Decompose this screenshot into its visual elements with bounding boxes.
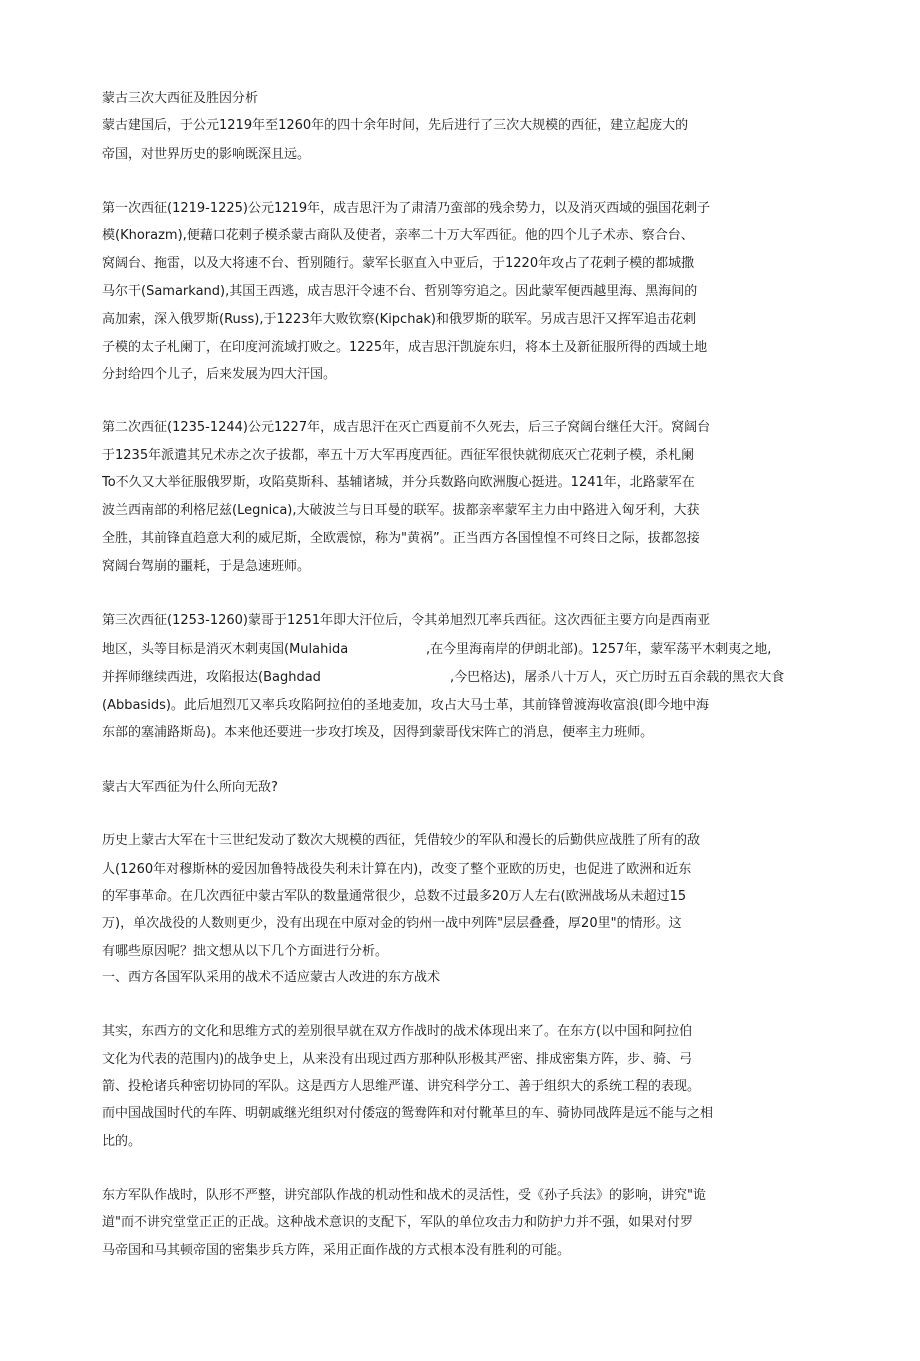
analysis-line-1: 历史上蒙古大军在十三世纪发动了数次大规模的西征，凭借较少的军队和漫长的后勤供应战胜了所有的敌 [102, 833, 701, 848]
analysis-line-4: 万)，单次战役的人数则更少，没有出现在中原对金的钧州一战中列阵"层层叠叠，厚20里"的情形。这 [102, 916, 682, 931]
section1-p2-line-3: 马帝国和马其顿帝国的密集步兵方阵，采用正面作战的方式根本没有胜利的可能。 [102, 1243, 571, 1258]
campaign3-line-2a: 地区，头等目标是消灭木剌夷国(Mulahida [102, 642, 349, 657]
campaign1-line-2: 模(Khorazm),便藉口花剌子模杀蒙古商队及使者，亲率二十万大军西征。他的四个儿子术赤、察合台、 [102, 228, 694, 243]
campaign3-line-1: 第三次西征(1253-1260)蒙哥于1251年即大汗位后，令其弟旭烈兀率兵西征。这次西征主要方向是西南亚 [102, 613, 711, 628]
section1-p1-line-3: 箭、投枪诸兵种密切协同的军队。这是西方人思维严谨、讲究科学分工、善于组织大的系统工程的表现。 [102, 1079, 701, 1094]
campaign3-line-5: 东部的塞浦路斯岛)。本来他还要进一步攻打埃及，因得到蒙哥伐宋阵亡的消息，便率主力班师。 [102, 725, 654, 740]
campaign1-line-1: 第一次西征(1219-1225)公元1219年，成吉思汗为了肃清乃蛮部的残余势力，以及消灭西域的强国花剌子 [102, 201, 711, 216]
section1-p1-line-5: 比的。 [102, 1134, 142, 1149]
campaign3-line-3a: 并挥师继续西进，攻陷报达(Baghdad [102, 670, 321, 685]
section1-heading: 一、西方各国军队采用的战术不适应蒙古人改进的东方战术 [102, 970, 441, 985]
question-heading: 蒙古大军西征为什么所向无敌? [102, 780, 278, 795]
section1-p2-line-1: 东方军队作战时，队形不严整，讲究部队作战的机动性和战术的灵活性，受《孙子兵法》的影响，讲究"诡 [102, 1188, 706, 1203]
campaign3-line-3b: ,今巴格达)，屠杀八十万人，灭亡历时五百余载的黑衣大食 [450, 670, 785, 685]
analysis-line-2: 人(1260年对穆斯林的爱因加鲁特战役失利未计算在内)，改变了整个亚欧的历史，也促进了欧洲和近东 [102, 862, 692, 877]
campaign2-line-4: 波兰西南部的利格尼兹(Legnica),大破波兰与日耳曼的联军。拔都亲率蒙军主力由中路进入匈牙利，大获 [102, 503, 700, 518]
section1-p1-line-4: 而中国战国时代的车阵、明朝戚继光组织对付倭寇的鸳鸯阵和对付靴革旦的车、骑协同战阵是远不能与之相 [102, 1106, 714, 1121]
analysis-line-5: 有哪些原因呢？拙文想从以下几个方面进行分析。 [102, 944, 389, 959]
campaign1-line-3: 窝阔台、拖雷，以及大将速不台、哲别随行。蒙军长驱直入中亚后，于1220年攻占了花剌子模的都城撒 [102, 256, 695, 271]
campaign2-line-3: To不久又大举征服俄罗斯，攻陷莫斯科、基辅诸城，并分兵数路向欧洲腹心挺进。1241年，北路蒙军在 [102, 475, 695, 490]
campaign1-line-6: 子模的太子札阑丁，在印度河流域打败之。1225年，成吉思汗凯旋东归，将本土及新征服所得的西域土地 [102, 340, 708, 355]
campaign3-line-2b: ,在今里海南岸的伊朗北部)。1257年，蒙军荡平木剌夷之地, [426, 642, 772, 657]
campaign1-line-7: 分封给四个儿子，后来发展为四大汗国。 [102, 367, 337, 382]
campaign2-line-5: 全胜，其前锋直趋意大利的威尼斯，全欧震惊，称为"黄祸”。正当西方各国惶惶不可终日之际，拔都忽接 [102, 531, 700, 546]
section1-p1-line-1: 其实，东西方的文化和思维方式的差别很早就在双方作战时的战术体现出来了。在东方(以中国和阿拉伯 [102, 1024, 693, 1039]
document-title: 蒙古三次大西征及胜因分析 [102, 91, 259, 106]
section1-p2-line-2: 道"而不讲究堂堂正正的正战。这种战术意识的支配下，军队的单位攻击力和防护力并不强，如果对付罗 [102, 1215, 693, 1230]
section1-p1-line-2: 文化为代表的范围内)的战争史上，从来没有出现过西方那种队形极其严密、排成密集方阵，步、骑、弓 [102, 1052, 693, 1067]
analysis-line-3: 的军事革命。在几次西征中蒙古军队的数量通常很少，总数不过最多20万人左右(欧洲战场从未超过15 [102, 889, 687, 904]
campaign2-line-1: 第二次西征(1235-1244)公元1227年，成吉思汗在灭亡西夏前不久死去，后三子窝阔台继任大汗。窝阔台 [102, 420, 711, 435]
campaign3-line-4: (Abbasids)。此后旭烈兀又率兵攻陷阿拉伯的圣地麦加，攻占大马士革，其前锋曾渡海收富浪(即今地中海 [102, 698, 709, 713]
intro-line-1: 蒙古建国后，于公元1219年至1260年的四十余年时间，先后进行了三次大规模的西征，建立起庞大的 [102, 118, 689, 133]
campaign1-line-5: 高加索，深入俄罗斯(Russ),于1223年大败钦察(Kipchak)和俄罗斯的联军。另成吉思汗又挥军追击花剌 [102, 312, 697, 327]
campaign2-line-2: 于1235年派遣其兄术赤之次子拔都，率五十万大军再度西征。西征军很快就彻底灭亡花剌子模，杀札阑 [102, 448, 695, 463]
intro-line-2: 帝国，对世界历史的影响既深且远。 [102, 147, 311, 162]
campaign1-line-4: 马尔干(Samarkand),其国王西逃，成吉思汗令速不台、哲别等穷追之。因此蒙军便西越里海、黑海间的 [102, 284, 698, 299]
campaign2-line-6: 窝阔台驾崩的噩耗，于是急速班师。 [102, 559, 311, 574]
